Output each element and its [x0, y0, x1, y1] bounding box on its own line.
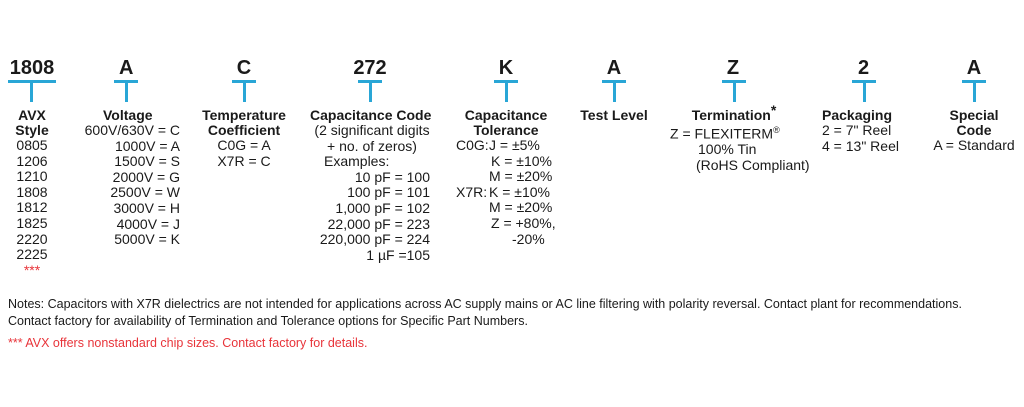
bracket-capacitance — [308, 80, 436, 102]
list-item: M = ±20% — [489, 168, 553, 185]
col-test-level — [576, 56, 652, 123]
bracket-voltage — [78, 80, 182, 102]
bracket-packaging — [816, 80, 904, 102]
col-packaging — [816, 56, 904, 154]
list-item: 1 µF =105 — [366, 246, 430, 263]
list-item: K = ±10% — [489, 183, 550, 200]
list-item: 1825 — [16, 214, 48, 231]
notes: Notes: Capacitors with X7R dielectrics are not intended for applications across AC supply mains or AC line filtering with polarity reversal. Contact plant for recommendations. Contact factory for availability of Termination and Tolerance options for Specific Part Numbers. — [8, 297, 962, 328]
packaging-values — [816, 123, 904, 154]
title-voltage: Voltage — [103, 107, 153, 123]
list-item: 2225 — [16, 246, 48, 263]
list-item: Z = FLEXITERM — [670, 125, 774, 142]
c0g-label: C0G: — [456, 137, 489, 153]
col-voltage — [78, 56, 182, 248]
capacitance-subtitle: (2 significant digits + no. of zeros) — [314, 122, 430, 154]
list-item: K = ±10% — [491, 152, 552, 169]
list-item: 2220 — [16, 230, 48, 247]
code-test-level: A — [606, 57, 622, 79]
col-capacitance — [308, 56, 436, 263]
registered-mark: ® — [773, 125, 780, 135]
title-style: AVX Style — [15, 107, 49, 138]
list-item: (RoHS Compliant) — [696, 156, 810, 173]
bracket-tolerance — [454, 80, 558, 102]
style-values — [8, 138, 56, 278]
bracket-special — [930, 80, 1018, 102]
list-item: J = ±5% — [489, 137, 540, 153]
col-special — [930, 56, 1018, 154]
col-style — [8, 56, 56, 278]
title-special: Special Code — [949, 107, 999, 138]
list-item: 10 pF = 100 — [354, 168, 430, 185]
title-test-level: Test Level — [580, 107, 648, 123]
bracket-temperature — [200, 80, 288, 102]
list-item: X7R = C — [217, 152, 271, 169]
footnote: *** AVX offers nonstandard chip sizes. Contact factory for details. — [8, 336, 368, 350]
list-item: 2500V = W — [110, 184, 180, 201]
code-special: A — [966, 57, 982, 79]
list-item: 1500V = S — [114, 153, 180, 170]
title-tolerance: Capacitance Tolerance — [464, 107, 548, 138]
tolerance-values — [454, 138, 558, 247]
code-tolerance: K — [498, 57, 514, 79]
list-item: 1206 — [16, 152, 48, 169]
list-item: Z = +80%, — [491, 214, 556, 231]
list-item: 3000V = H — [113, 199, 180, 216]
x7r-label: X7R: — [456, 183, 488, 200]
title-termination: Termination* — [691, 102, 777, 123]
list-item: -20% — [512, 230, 545, 247]
col-termination — [664, 56, 810, 173]
examples-label: Examples: — [324, 153, 390, 170]
title-temperature: Temperature Coefficient — [202, 107, 286, 138]
bracket-style — [8, 80, 56, 102]
list-item: 1000V = A — [114, 137, 180, 154]
special-values — [930, 138, 1018, 154]
list-item: 100 pF = 101 — [347, 184, 430, 201]
list-item: A = Standard — [933, 137, 1015, 153]
code-capacitance: 272 — [353, 57, 387, 79]
termination-values — [664, 123, 810, 173]
list-item: 22,000 pF = 223 — [327, 215, 430, 232]
capacitance-examples — [308, 154, 436, 170]
list-item: C0G = A — [217, 137, 271, 153]
list-item: M = ±20% — [489, 199, 553, 216]
list-item: 0805 — [16, 137, 48, 153]
bracket-test-level — [576, 80, 652, 102]
code-temperature: C — [236, 57, 252, 79]
bracket-termination — [664, 80, 804, 102]
col-temperature — [200, 56, 288, 169]
capacitance-example-list — [308, 170, 430, 264]
list-item: 1,000 pF = 102 — [335, 199, 430, 216]
list-item: 2000V = G — [112, 168, 180, 185]
temperature-values — [200, 138, 288, 169]
voltage-values — [78, 123, 180, 248]
code-voltage: A — [119, 57, 134, 79]
list-item: 1808 — [16, 183, 48, 200]
code-style: 1808 — [9, 57, 55, 79]
list-item: 5000V = K — [114, 231, 180, 248]
col-tolerance — [454, 56, 558, 247]
title-packaging: Packaging — [822, 107, 893, 123]
style-asterisks: *** — [23, 261, 41, 278]
list-item: 100% Tin — [698, 141, 757, 158]
list-item: 2 = 7" Reel — [822, 122, 892, 138]
list-item: 4000V = J — [116, 215, 180, 232]
code-termination: Z — [726, 57, 740, 79]
termination-asterisk: * — [770, 102, 777, 118]
title-capacitance: Capacitance Code — [310, 107, 432, 123]
list-item: 1210 — [16, 168, 48, 185]
list-item: 220,000 pF = 224 — [319, 231, 430, 248]
list-item: 600V/630V = C — [84, 122, 180, 138]
code-packaging: 2 — [858, 57, 870, 79]
list-item: 1812 — [16, 199, 48, 216]
list-item: 4 = 13" Reel — [822, 137, 899, 154]
